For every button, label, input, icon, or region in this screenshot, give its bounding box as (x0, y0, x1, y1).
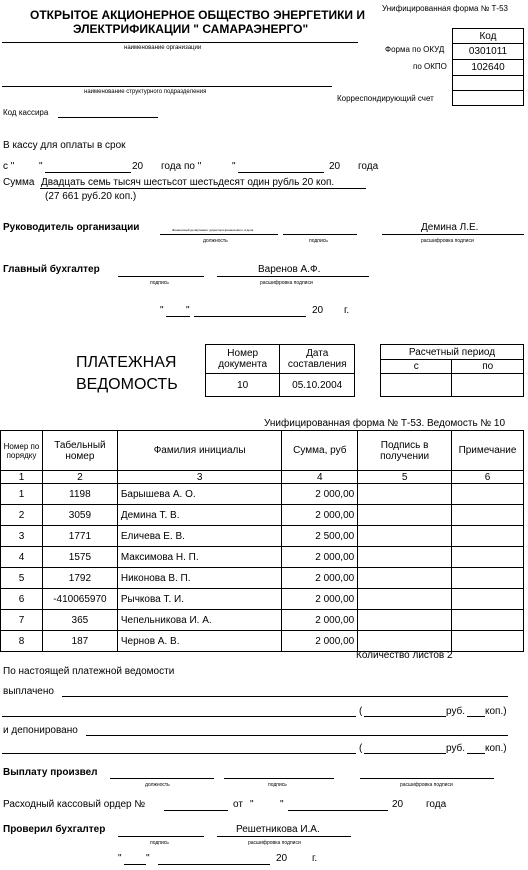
row-sum: 2 000,00 (282, 589, 358, 610)
row-note[interactable] (452, 484, 524, 505)
sign-date-quote-close: " (186, 305, 190, 316)
table-row (1, 610, 524, 631)
row-note[interactable] (452, 631, 524, 652)
table-row (1, 568, 524, 589)
table-row (1, 589, 524, 610)
check-date-year: 20 (276, 853, 288, 864)
row-num: 2 (1, 505, 43, 526)
doc-number-header: Номер документа (206, 345, 280, 374)
row-signature[interactable] (358, 631, 452, 652)
doc-date-value[interactable]: 05.10.2004 (280, 374, 355, 397)
head-signature-line[interactable] (283, 234, 357, 235)
expense-order-date-line[interactable] (288, 810, 388, 811)
doc-number-table (205, 344, 355, 397)
checker-signature-line[interactable] (118, 836, 204, 837)
period-to-quote: " (232, 161, 236, 172)
period-header: Расчетный период (381, 345, 524, 360)
cashier-code-label: Код кассира (3, 108, 49, 117)
head-position-value: Финансовый департамент директора финансового отдела (172, 228, 254, 232)
deposited-kop-line[interactable] (467, 753, 485, 754)
paid-kop-line[interactable] (467, 716, 485, 717)
period-table (380, 344, 524, 397)
period-to-year: 20 (329, 161, 341, 172)
header-order-num: Номер по порядку (1, 431, 43, 471)
table-row (1, 484, 524, 505)
row-name: Чернов А. В. (117, 631, 282, 652)
paid-words-line-2[interactable] (2, 716, 356, 717)
row-signature[interactable] (358, 484, 452, 505)
head-position-line[interactable] (160, 234, 278, 235)
org-name-caption: наименование организации (124, 45, 202, 51)
row-num: 7 (1, 610, 43, 631)
sign-date-month-line[interactable] (194, 316, 306, 317)
row-signature[interactable] (358, 589, 452, 610)
row-tab: -410065970 (42, 589, 117, 610)
row-num: 6 (1, 589, 43, 610)
period-from-year: 20 (132, 161, 144, 172)
paid-rub-open: ( (359, 706, 363, 717)
col-num-2: 2 (42, 471, 117, 484)
row-name: Рычкова Т. И. (117, 589, 282, 610)
code-header: Код (453, 29, 524, 44)
row-signature[interactable] (358, 568, 452, 589)
col-num-3: 3 (117, 471, 282, 484)
doc-number-value[interactable]: 10 (206, 374, 280, 397)
org-name-line1: ОТКРЫТОЕ АКЦИОНЕРНОЕ ОБЩЕСТВО ЭНЕРГЕТИКИ И (30, 8, 365, 22)
chief-decoding-caption: расшифровка подписи (260, 280, 313, 286)
row-note[interactable] (452, 526, 524, 547)
period-to-year-label: года (358, 161, 379, 172)
row-note[interactable] (452, 547, 524, 568)
expense-order-quote-open: " (250, 799, 254, 810)
paid-words-line[interactable] (62, 696, 508, 697)
chief-signature-line[interactable] (118, 276, 204, 277)
checker-signature-caption: подпись (150, 840, 169, 846)
subdivision-line (2, 86, 332, 87)
code-table (452, 28, 524, 106)
expense-order-from: от (233, 799, 243, 810)
payroll-table (0, 430, 524, 652)
check-date-quote-open: " (118, 853, 122, 864)
sign-date-g: г. (344, 305, 350, 316)
paid-kop-label: коп.) (485, 706, 507, 717)
payer-position-caption: должность (145, 782, 170, 788)
okud-label: Форма по ОКУД (385, 45, 445, 54)
row-sum: 2 000,00 (282, 505, 358, 526)
row-name: Никонова В. П. (117, 568, 282, 589)
check-date-g: г. (312, 853, 318, 864)
payer-decoding-line[interactable] (360, 778, 494, 779)
table-row (1, 547, 524, 568)
check-date-month-line[interactable] (158, 864, 270, 865)
sheets-count: Количество листов 2 (356, 650, 453, 661)
row-note[interactable] (452, 568, 524, 589)
checker-decoding-caption: расшифровка подписи (248, 840, 301, 846)
sign-date-day-line[interactable] (166, 316, 190, 317)
doc-title-line1: ПЛАТЕЖНАЯ (76, 354, 177, 371)
row-tab: 1771 (42, 526, 117, 547)
head-name: Демина Л.Е. (421, 222, 479, 233)
payment-made-label: Выплату произвел (3, 767, 98, 778)
head-decoding-caption: расшифровка подписи (421, 238, 474, 244)
row-sum: 2 000,00 (282, 631, 358, 652)
okpo-value[interactable]: 102640 (453, 60, 524, 76)
col-num-6: 6 (452, 471, 524, 484)
row-num: 8 (1, 631, 43, 652)
period-to-cell[interactable] (452, 374, 524, 397)
okud-value[interactable]: 0301011 (453, 44, 524, 60)
deposited-kop-label: коп.) (485, 743, 507, 754)
head-signature-caption: подпись (309, 238, 328, 244)
row-note[interactable] (452, 589, 524, 610)
chief-decoding-line (217, 276, 369, 277)
period-from-line[interactable] (45, 172, 131, 173)
cash-desk-text: В кассу для оплаты в срок (3, 140, 126, 151)
payer-signature-caption: подпись (268, 782, 287, 788)
header-note: Примечание (452, 431, 524, 471)
header-tab-num: Табельный номер (42, 431, 117, 471)
payer-position-line[interactable] (110, 778, 214, 779)
row-num: 5 (1, 568, 43, 589)
main-table-caption: Унифицированная форма № Т-53. Ведомость № 10 (264, 418, 506, 429)
row-tab: 187 (42, 631, 117, 652)
sign-date-quote-open: " (160, 305, 164, 316)
period-to-header: по (452, 360, 524, 374)
org-name-line2: ЭЛЕКТРИФИКАЦИИ " САМАРАЭНЕРГО" (73, 22, 309, 36)
col-num-1: 1 (1, 471, 43, 484)
row-tab: 1575 (42, 547, 117, 568)
header-sum: Сумма, руб (282, 431, 358, 471)
check-date-quote-close: " (146, 853, 150, 864)
paid-rub-line[interactable] (364, 716, 446, 717)
sum-words-line (40, 188, 366, 189)
checker-decoding-line (217, 836, 351, 837)
row-tab: 1792 (42, 568, 117, 589)
org-name-line (2, 42, 358, 43)
sign-date-year: 20 (312, 305, 324, 316)
check-date-day-line[interactable] (124, 864, 146, 865)
deposited-rub-line[interactable] (364, 753, 446, 754)
period-from-label: с " (3, 161, 15, 172)
deposited-words-line[interactable] (86, 735, 508, 736)
row-tab: 365 (42, 610, 117, 631)
row-sum: 2 500,00 (282, 526, 358, 547)
row-signature[interactable] (358, 610, 452, 631)
row-signature[interactable] (358, 505, 452, 526)
period-to-label: года по " (161, 161, 202, 172)
row-tab: 3059 (42, 505, 117, 526)
row-sum: 2 000,00 (282, 484, 358, 505)
deposited-rub-label: руб. (446, 743, 466, 754)
table-row (1, 505, 524, 526)
row-num: 4 (1, 547, 43, 568)
paid-label: выплачено (3, 686, 54, 697)
deposited-rub-open: ( (359, 743, 363, 754)
doc-title-line2: ВЕДОМОСТЬ (76, 376, 178, 393)
payer-signature-line[interactable] (224, 778, 334, 779)
cashier-code-line[interactable] (58, 117, 158, 118)
checker-name: Решетникова И.А. (236, 824, 320, 835)
sum-words: Двадцать семь тысяч шестьсот шестьдесят один рубль 20 коп. (41, 177, 335, 188)
code-empty-cell[interactable] (453, 76, 524, 91)
corr-account-label: Корреспондирующий счет (337, 94, 434, 103)
col-num-4: 4 (282, 471, 358, 484)
row-num: 3 (1, 526, 43, 547)
header-signature: Подпись в получении (358, 431, 452, 471)
chief-accountant-label: Главный бухгалтер (3, 264, 100, 275)
row-sum: 2 000,00 (282, 568, 358, 589)
row-name: Еличева Е. В. (117, 526, 282, 547)
expense-order-year: 20 (392, 799, 404, 810)
chief-signature-caption: подпись (150, 280, 169, 286)
table-row (1, 631, 524, 652)
expense-order-label: Расходный кассовый ордер № (3, 799, 146, 810)
row-note[interactable] (452, 505, 524, 526)
row-num: 1 (1, 484, 43, 505)
row-name: Чепельникова И. А. (117, 610, 282, 631)
row-sum: 2 000,00 (282, 610, 358, 631)
period-to-line[interactable] (238, 172, 324, 173)
corr-account-cell[interactable] (453, 91, 524, 106)
sum-label: Сумма (3, 177, 35, 188)
expense-order-year-label: года (426, 799, 447, 810)
period-from-cell[interactable] (381, 374, 452, 397)
header-name: Фамилия инициалы (117, 431, 282, 471)
row-tab: 1198 (42, 484, 117, 505)
paid-rub-label: руб. (446, 706, 466, 717)
checked-label: Проверил бухгалтер (3, 824, 106, 835)
table-row (1, 526, 524, 547)
subdivision-caption: наименование структурного подразделения (84, 89, 207, 95)
period-from-header: с (381, 360, 452, 374)
head-label: Руководитель организации (3, 222, 140, 233)
unified-form-label: Унифицированная форма № Т-53 (382, 4, 508, 13)
chief-accountant-name: Варенов А.Ф. (258, 264, 321, 275)
row-sum: 2 000,00 (282, 547, 358, 568)
expense-order-quote-close: " (280, 799, 284, 810)
row-note[interactable] (452, 610, 524, 631)
okpo-label: по ОКПО (413, 62, 447, 71)
period-from-quote: " (39, 161, 43, 172)
row-signature[interactable] (358, 526, 452, 547)
deposited-words-line-2[interactable] (2, 753, 356, 754)
head-decoding-line (382, 234, 524, 235)
head-position-caption: должность (203, 238, 228, 244)
deposited-label: и депонировано (3, 725, 78, 736)
by-this-statement: По настоящей платежной ведомости (3, 666, 175, 677)
payer-decoding-caption: расшифровка подписи (400, 782, 453, 788)
doc-date-header: Дата составления (280, 345, 355, 374)
sum-digits: (27 661 руб.20 коп.) (45, 191, 137, 202)
expense-order-number-line[interactable] (164, 810, 228, 811)
row-name: Демина Т. В. (117, 505, 282, 526)
row-name: Барышева А. О. (117, 484, 282, 505)
col-num-5: 5 (358, 471, 452, 484)
row-name: Максимова Н. П. (117, 547, 282, 568)
row-signature[interactable] (358, 547, 452, 568)
